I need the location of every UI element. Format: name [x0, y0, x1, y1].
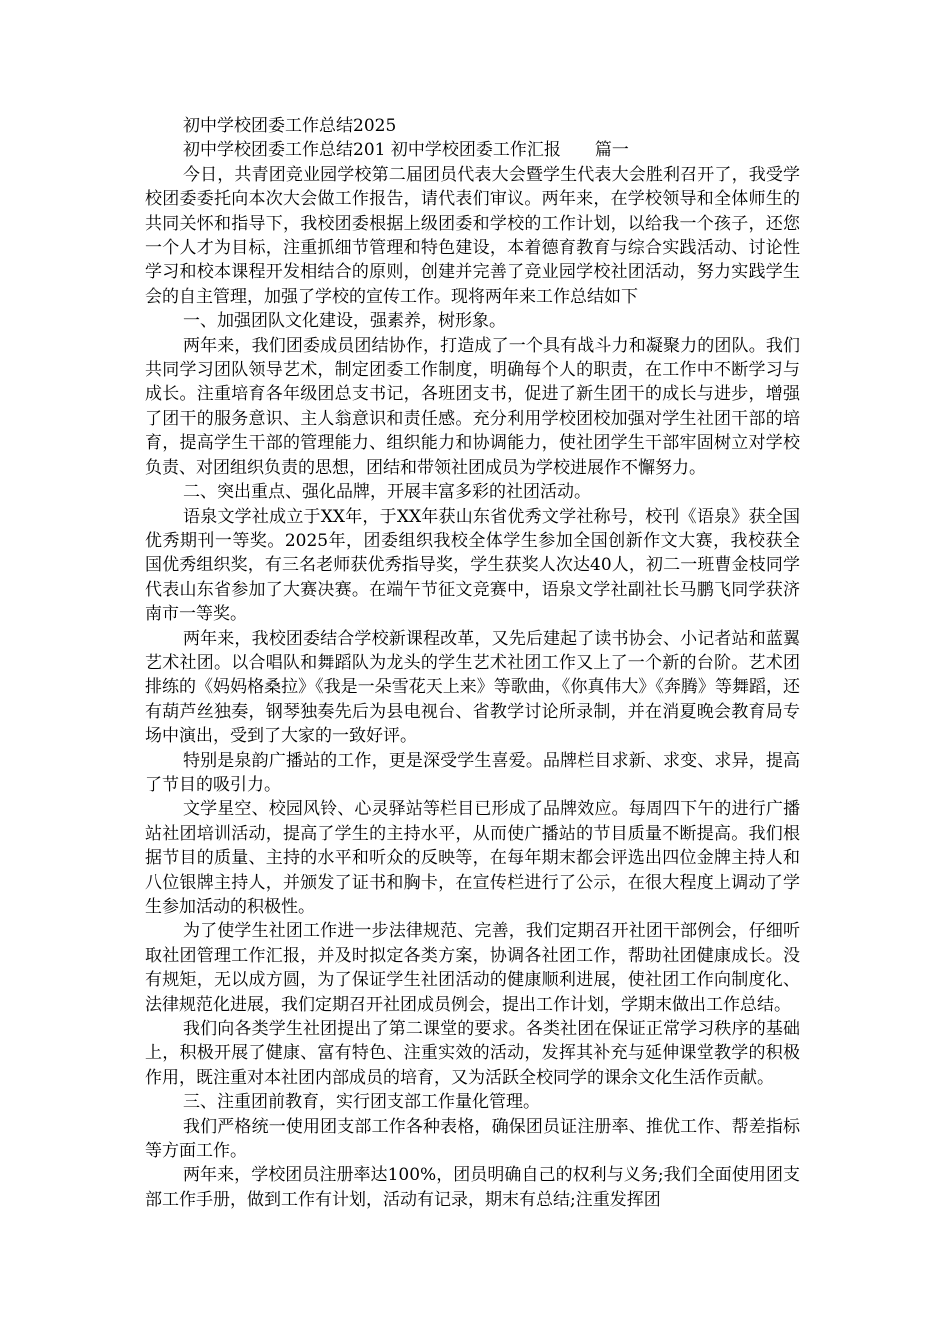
section-heading-2: 二、突出重点、强化品牌，开展丰富多彩的社团活动。 — [183, 482, 591, 503]
paragraph-team-culture: 两年来，我们团委成员团结协作，打造成了一个具有战斗力和凝聚力的团队。我们共同学习团队领导艺术，制定团委工作制度，明确每个人的职责，在工作中不断学习与成长。注重培育各年级团总支书记，各班团支书，促进了新生团干的成长与进步，增强了团干的服务意识、主人翁意识和责任感。充分利用学校团校加强对学生社团干部的培育，提高学生干部的管理能力、组织能力和协调能力，使社团学生干部牢固树立对学校负责、对团组织负责的思想，团结和带领社团成员为学校进展作不懈努力。 — [145, 335, 800, 478]
paragraph-art-clubs: 两年来，我校团委结合学校新课程改革，又先后建起了读书协会、小记者站和蓝翼艺术社团。以合唱队和舞蹈队为龙头的学生艺术社团工作又上了一个新的台阶。艺术团排练的《妈妈格桑拉》《我是一朵雪花天上来》等歌曲，《你真伟大》《奔腾》等舞蹈，还有葫芦丝独奏，钢琴独奏先后为县电视台、省教学讨论所录制，并在消夏晚会教育局专场中演出，受到了大家的一致好评。 — [145, 628, 800, 747]
paragraph-broadcast-columns: 文学星空、校园风铃、心灵驿站等栏目已形成了品牌效应。每周四下午的进行广播站社团培训活动，提高了学生的主持水平，从而使广播站的节目质量不断提高。我们根据节目的质量、主持的水平和听众的反映等，在每年期末都会评选出四位金牌主持人和八位银牌主持人，并颁发了证书和胸卡，在宣传栏进行了公示，在很大程度上调动了学生参加活动的积极性。 — [145, 799, 800, 917]
document-title: 初中学校团委工作总结2025 — [183, 116, 397, 136]
section-heading-3: 三、注重团前教育，实行团支部工作量化管理。 — [183, 1092, 540, 1113]
paragraph-literature-club: 语泉文学社成立于XX年，于XX年获山东省优秀文学社称号，校刊《语泉》获全国优秀期刊一等奖。2025年，团委组织我校全体学生参加全国创新作文大赛，我校获全国优秀组织奖，有三名老师获优秀指导奖，学生获奖人次达40人，初二一班曹金枝同学代表山东省参加了大赛决赛。在端午节征文竞赛中，语泉文学社副社长马鹏飞同学获济南市一等奖。 — [145, 506, 800, 625]
paragraph-registration: 两年来，学校团员注册率达100%，团员明确自己的权利与义务;我们全面使用团支部工作手册，做到工作有计划，活动有记录，期末有总结;注重发挥团 — [145, 1165, 800, 1210]
document-page — [145, 114, 800, 1212]
section-heading-1: 一、加强团队文化建设，强素养，树形象。 — [183, 311, 506, 332]
paragraph-branch-forms: 我们严格统一使用团支部工作各种表格，确保团员证注册率、推优工作、帮差指标等方面工作。 — [145, 1116, 800, 1162]
paragraph-intro: 今日，共青团竞业园学校第二届团员代表大会暨学生代表大会胜利召开了，我受学校团委委托向本次大会做工作报告，请代表们审议。两年来，在学校领导和全体师生的共同关怀和指导下，我校团委根据上级团委和学校的工作计划，以给我一个孩子，还您一个人才为目标，注重抓细节管理和特色建设，本着德育教育与综合实践活动、讨论性学习和校本课程开发相结合的原则，创建并完善了竞业园学校社团活动，努力实践学生会的自主管理，加强了学校的宣传工作。现将两年来工作总结如下 — [145, 164, 800, 307]
paragraph-club-management: 为了使学生社团工作进一步法律规范、完善，我们定期召开社团干部例会，仔细听取社团管理工作汇报，并及时拟定各类方案，协调各社团工作，帮助社团健康成长。没有规矩，无以成方圆，为了保证学生社团活动的健康顺利进展，使社团工作向制度化、法律规范化进展，我们定期召开社团成员例会，提出工作计划，学期末做出工作总结。 — [145, 921, 800, 1015]
paragraph-second-classroom: 我们向各类学生社团提出了第二课堂的要求。各类社团在保证正常学习秩序的基础上，积极开展了健康、富有特色、注重实效的活动，发挥其补充与延伸课堂教学的积极作用，既注重对本社团内部成员的培育，又为活跃全校同学的课余文化生活作贡献。 — [145, 1019, 800, 1088]
paragraph-broadcast-station: 特别是泉韵广播站的工作，更是深受学生喜爱。品牌栏目求新、求变、求异，提高了节目的吸引力。 — [145, 750, 800, 795]
document-subtitle: 初中学校团委工作总结201 初中学校团委工作汇报 篇一 — [183, 140, 629, 161]
